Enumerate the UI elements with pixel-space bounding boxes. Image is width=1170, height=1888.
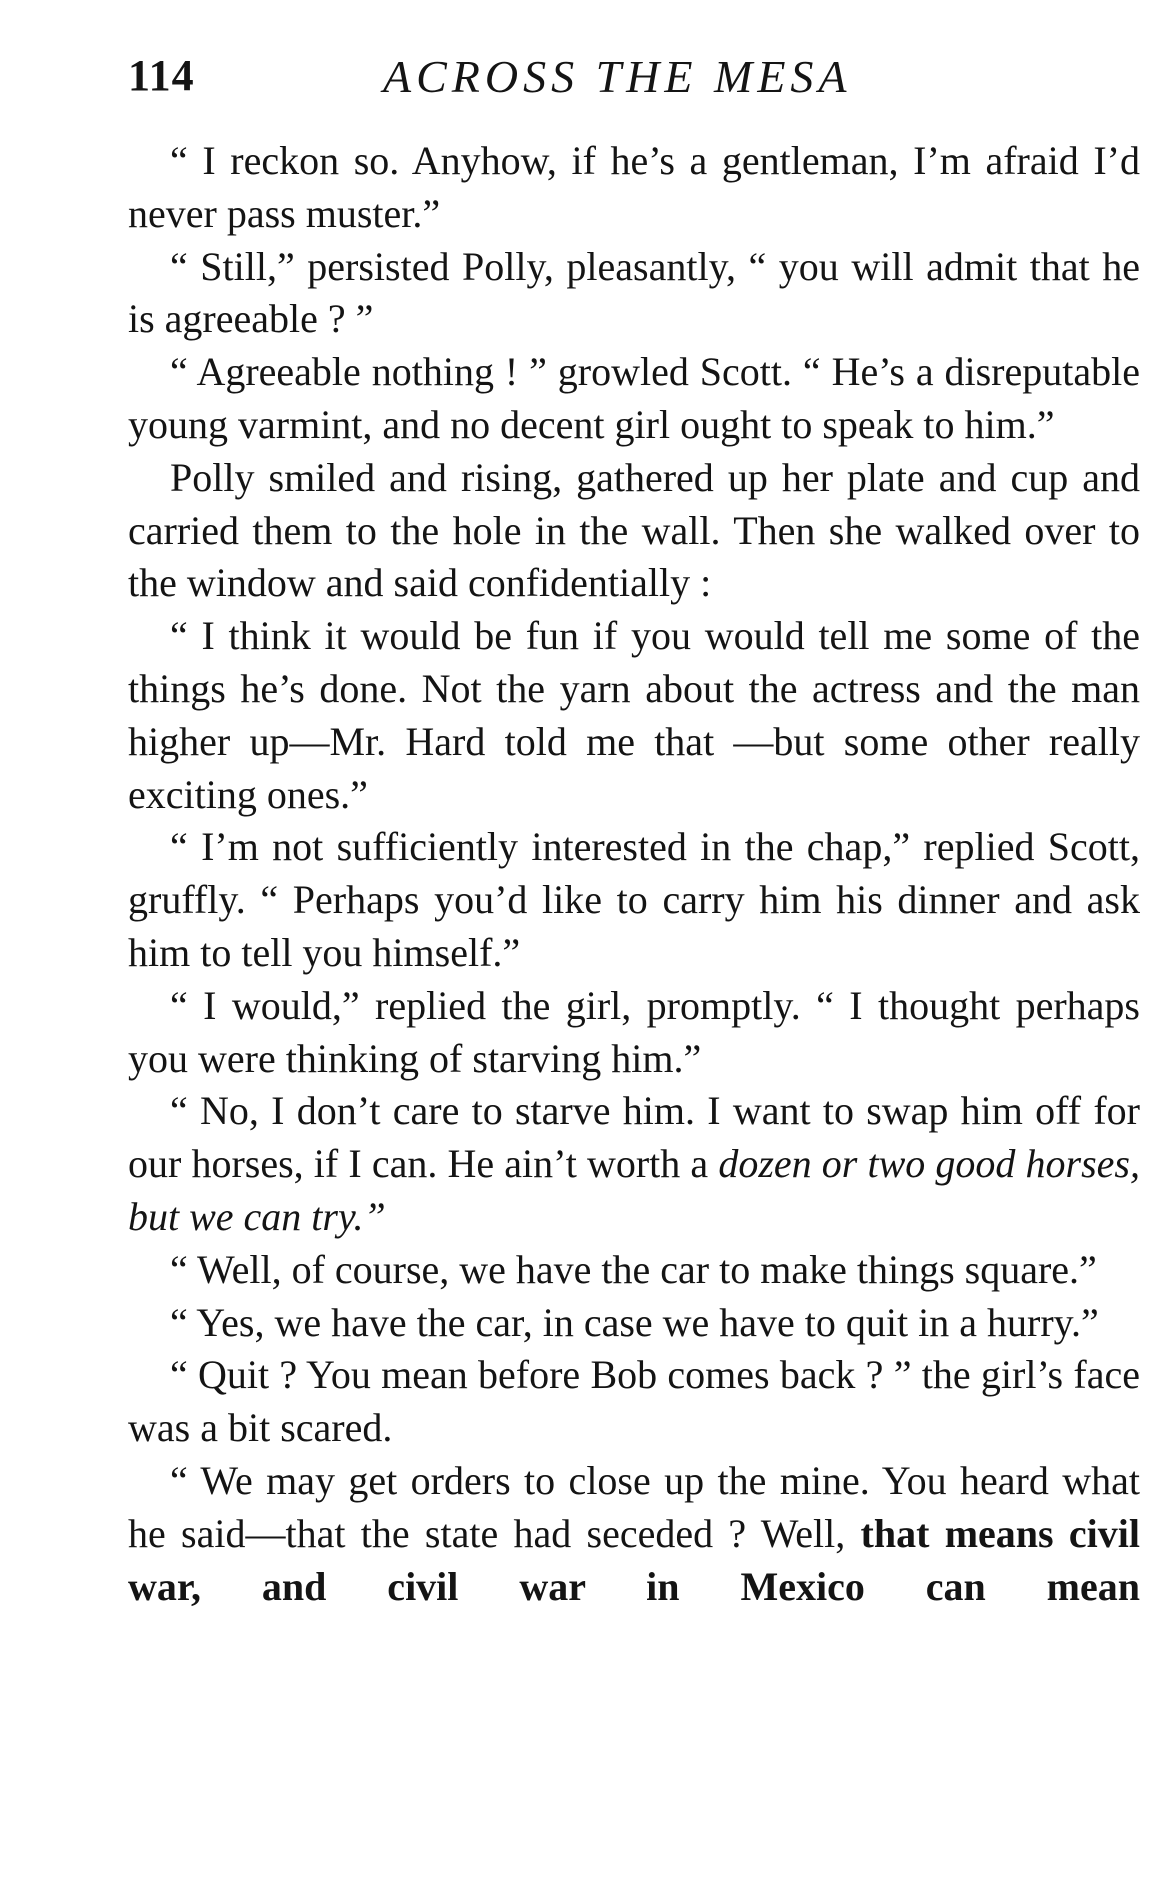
paragraph: Polly smiled and rising, gathered up her plate and cup and carried them to the hole in the wall. Then she walked over to the window and said confidentially : — [128, 454, 1140, 606]
paragraph: “ I would,” replied the girl, promptly. “ I thought perhaps you were thinking of starving him.” — [128, 982, 1140, 1081]
paragraph: “ I think it would be fun if you would tell me some of the things he’s done. Not the yarn about the actress and the man higher up—Mr. Hard told me that —but some other really exciting ones.” — [128, 613, 1140, 817]
paragraph-bold-text: that means civil war, and civil war in Mexico can mean — [128, 1510, 1140, 1609]
running-head — [128, 50, 1140, 114]
paragraph: “ Well, of course, we have the car to make things square.” — [170, 1246, 1097, 1292]
paragraph-italic-text: dozen or two good horses, but we can try.” — [128, 1141, 1140, 1239]
paragraph — [128, 1455, 1140, 1613]
page-number: 114 — [128, 51, 195, 100]
paragraph: “ Quit ? You mean before Bob comes back ? ” the girl’s face was a bit scared. — [128, 1352, 1140, 1451]
paragraph-text: “ No, I don’t care to starve him. I want to swap him off for our horses, if I can. He ain’t worth a — [128, 1088, 1140, 1187]
paragraph-text: “ We may get orders to close up the mine. You heard what he said—that the state had seceded ? Well, — [128, 1457, 1140, 1556]
paragraph — [128, 1085, 1140, 1243]
paragraph: “ I reckon so. Anyhow, if he’s a gentleman, I’m afraid I’d never pass muster.” — [128, 138, 1140, 236]
paragraph: “ I’m not sufficiently interested in the chap,” replied Scott, gruffly. “ Perhaps you’d like to carry him his dinner and ask him to tell you himself.” — [128, 824, 1140, 975]
running-title: ACROSS THE MESA — [383, 51, 852, 102]
body-text — [128, 135, 1140, 1613]
paragraph: “ Still,” persisted Polly, pleasantly, “ you will admit that he is agreeable ? ” — [128, 243, 1140, 342]
paragraph: “ Yes, we have the car, in case we have to quit in a hurry.” — [170, 1299, 1099, 1345]
paragraph: “ Agreeable nothing ! ” growled Scott. “ He’s a disreputable young varmint, and no decent girl ought to speak to him.” — [128, 349, 1140, 447]
